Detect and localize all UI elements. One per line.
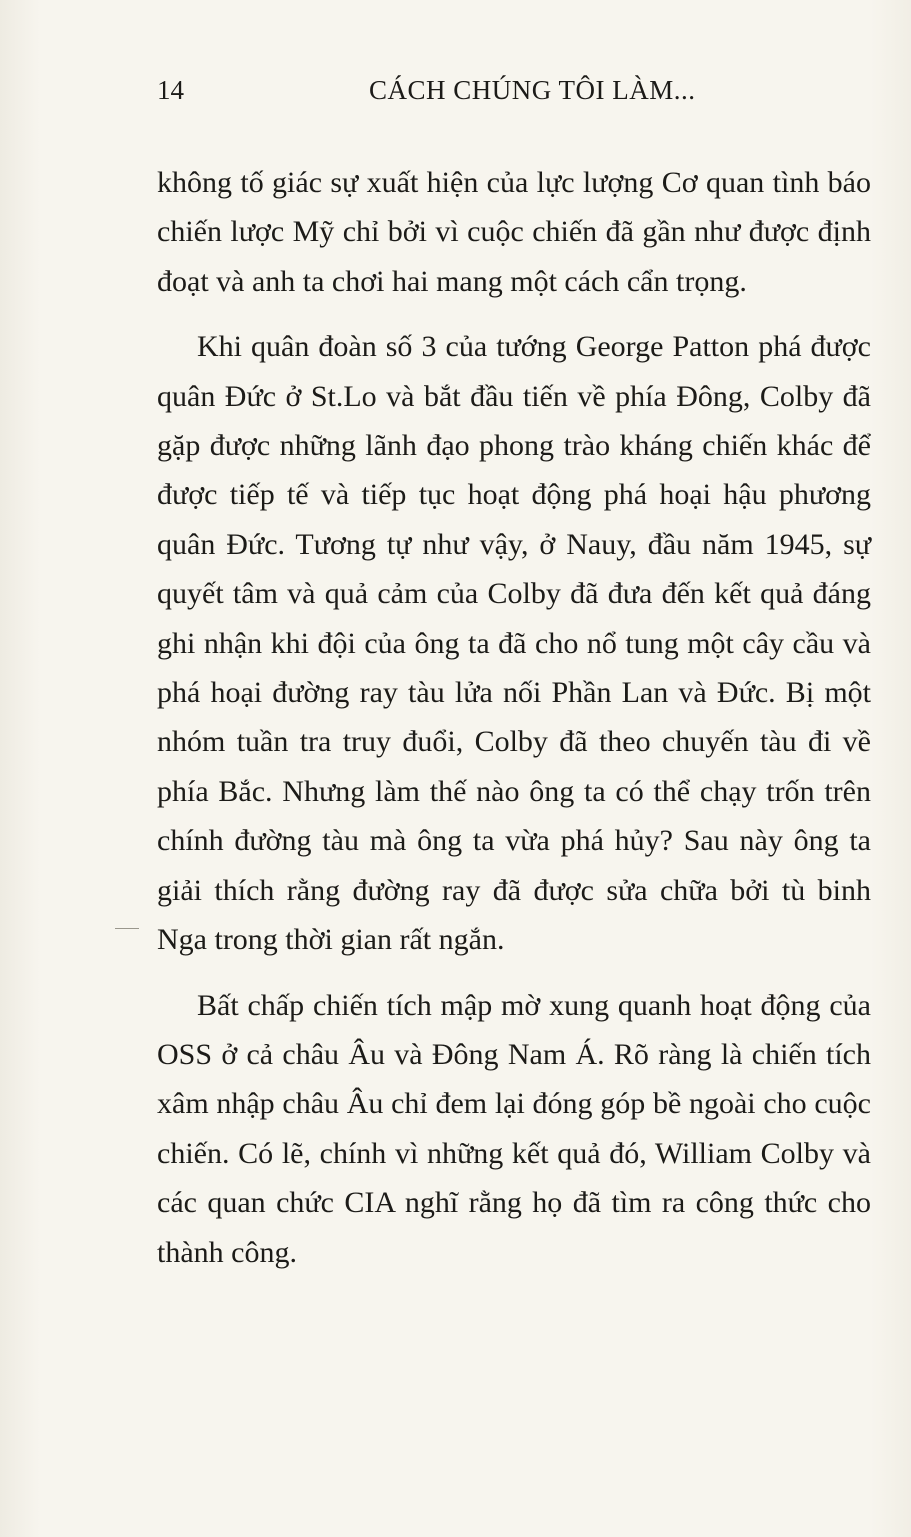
paragraph-oss-conclusion: Bất chấp chiến tích mập mờ xung quanh hoạt động của OSS ở cả châu Âu và Đông Nam Á. Rõ ràng là chiến tích xâm nhập châu Âu chỉ đem lại đóng góp bề ngoài cho cuộc chiến. Có lẽ, chính vì những kết quả đó, William Colby và các quan chức CIA nghĩ rằng họ đã tìm ra công thức cho thành công. (157, 988, 871, 1269)
body-text (157, 158, 871, 1277)
margin-mark (115, 928, 139, 929)
page-number: 14 (157, 75, 184, 105)
paragraph-patton-colby: Khi quân đoàn số 3 của tướng George Patton phá được quân Đức ở St.Lo và bắt đầu tiến về phía Đông, Colby đã gặp được những lãnh đạo phong trào kháng chiến khác để được tiếp tế và tiếp tục hoạt động phá hoại hậu phương quân Đức. Tương tự như vậy, ở Nauy, đầu năm 1945, sự quyết tâm và quả cảm của Colby đã đưa đến kết quả đáng ghi nhận khi đội của ông ta đã cho nổ tung một cây cầu và phá hoại đường ray tàu lửa nối Phần Lan và Đức. Bị một nhóm tuần tra truy đuổi, Colby đã theo chuyến tàu đi về phía Bắc. Nhưng làm thế nào ông ta có thể chạy trốn trên chính đường tàu mà ông ta vừa phá hủy? Sau này ông ta giải thích rằng đường ray đã được sửa chữa bởi tù binh Nga trong thời gian rất ngắn. (157, 330, 871, 957)
running-title: CÁCH CHÚNG TÔI LÀM... (369, 75, 696, 105)
paragraph-continuation: không tố giác sự xuất hiện của lực lượng Cơ quan tình báo chiến lược Mỹ chỉ bởi vì cuộc chiến đã gần như được định đoạt và anh ta chơi hai mang một cách cẩn trọng. (157, 166, 871, 298)
running-header (157, 70, 871, 110)
